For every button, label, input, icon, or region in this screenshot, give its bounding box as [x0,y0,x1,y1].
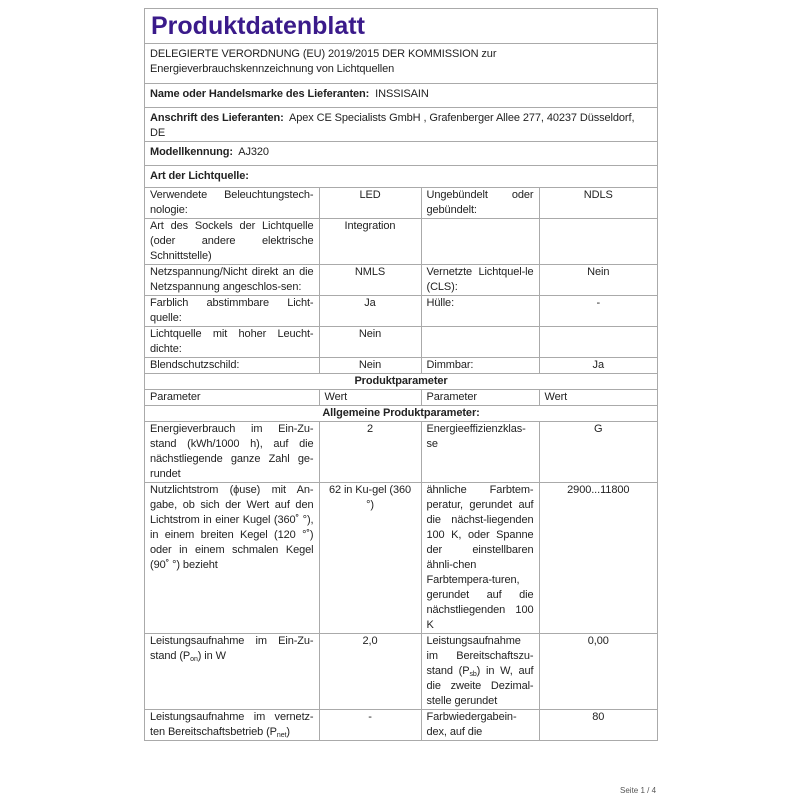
cell: Blendschutzschild: [145,357,319,373]
table-row [145,421,657,482]
cell [421,326,539,357]
cell: Nutzlichtstrom (ϕuse) mit An-gabe, ob sich der Wert auf den Lichtstrom in einer Kugel (360˚ °), in einem breiten Kegel (120 °˚) oder in einem schmalen Kegel (90˚ °) bezieht [145,482,319,633]
column-header: Wert [319,389,421,405]
text: ) in W, auf die zweite Dezimal-stelle gerundet [426,664,534,707]
cell: Vernetzte Lichtquel-le (CLS): [421,264,539,295]
table-row [145,187,657,218]
address-value: Apex CE Specialists GmbH , Grafenberger Allee 277, 40237 Düsseldorf, DE [150,111,635,139]
datasheet-page [144,8,658,741]
cell: NMLS [319,264,421,295]
cell: Integration [319,218,421,264]
subscript: on [190,655,198,663]
cell: Energieverbrauch im Ein-Zu-stand (kWh/1000 h), auf die nächstliegende ganze Zahl ge-rundet [145,421,319,482]
cell: 2,0 [319,633,421,709]
cell: Nein [539,264,657,295]
column-header: Wert [539,389,657,405]
model-label: Modellkennung: [150,145,233,158]
subscript: sb [469,670,477,678]
cell: Netzspannung/Nicht direkt an die Netzspannung angeschlos-sen: [145,264,319,295]
cell: Lichtquelle mit hoher Leucht-dichte: [145,326,319,357]
table-row [145,326,657,357]
table-row [145,295,657,326]
table-row [145,482,657,633]
table-row [145,218,657,264]
cell: 2900...11800 [539,482,657,633]
regulation-subtitle: DELEGIERTE VERORDNUNG (EU) 2019/2015 DER KOMMISSION zur Energieverbrauchskennzeichnung von Lichtquellen [145,43,657,83]
text: ) in W [197,649,226,662]
cell [145,633,319,709]
cell [539,218,657,264]
text: ) [286,725,290,738]
cell: Dimmbar: [421,357,539,373]
text: Leistungsaufnahme im Ein-Zu-stand (P [150,634,314,662]
product-params-heading: Produktparameter [145,373,657,389]
supplier-label: Name oder Handelsmarke des Lieferanten: [150,87,370,100]
model-value: AJ320 [238,145,269,158]
cell: Ungebündelt oder gebündelt: [421,187,539,218]
cell: Farbwiedergabein-dex, auf die [421,709,539,740]
cell: LED [319,187,421,218]
cell: 80 [539,709,657,740]
model-row [145,141,657,165]
cell [145,709,319,740]
table-row [145,264,657,295]
subscript: net [276,731,287,739]
supplier-row [145,83,657,107]
cell: 0,00 [539,633,657,709]
cell: Nein [319,357,421,373]
cell: - [319,709,421,740]
cell: 2 [319,421,421,482]
cell: Hülle: [421,295,539,326]
cell: Nein [319,326,421,357]
page-title: Produktdatenblatt [145,9,657,43]
column-header: Parameter [145,389,319,405]
datasheet-table [145,9,657,741]
address-label: Anschrift des Lieferanten: [150,111,284,124]
cell: Energieeffizienzklas-se [421,421,539,482]
supplier-value: INSSISAIN [375,87,429,100]
column-header: Parameter [421,389,539,405]
cell [539,326,657,357]
cell: - [539,295,657,326]
cell: Farblich abstimmbare Licht-quelle: [145,295,319,326]
light-type-heading: Art der Lichtquelle: [145,165,657,187]
table-row [145,633,657,709]
cell: Art des Sockels der Lichtquelle (oder andere elektrische Schnittstelle) [145,218,319,264]
table-row [145,709,657,740]
param-header-row [145,389,657,405]
text: Leistungsaufnahme im vernetz-ten Bereitschaftsbetrieb (P [150,710,314,738]
page-number: Seite 1 / 4 [620,786,657,795]
cell [421,633,539,709]
cell [421,218,539,264]
table-row [145,357,657,373]
cell: NDLS [539,187,657,218]
cell: Ja [539,357,657,373]
cell: Verwendete Beleuchtungstech-nologie: [145,187,319,218]
general-params-heading: Allgemeine Produktparameter: [145,405,657,421]
address-row [145,107,657,141]
cell: ähnliche Farbtem-peratur, gerundet auf die nächst-liegenden 100 K, oder Spanne der einstellbaren ähnli-chen Farbtempera-turen, gerundet auf die nächstliegenden 100 K [421,482,539,633]
text: Leistungsaufnahme im Bereitschaftszu-stand (P [426,634,534,677]
cell: 62 in Ku-gel (360 °) [319,482,421,633]
cell: Ja [319,295,421,326]
cell: G [539,421,657,482]
